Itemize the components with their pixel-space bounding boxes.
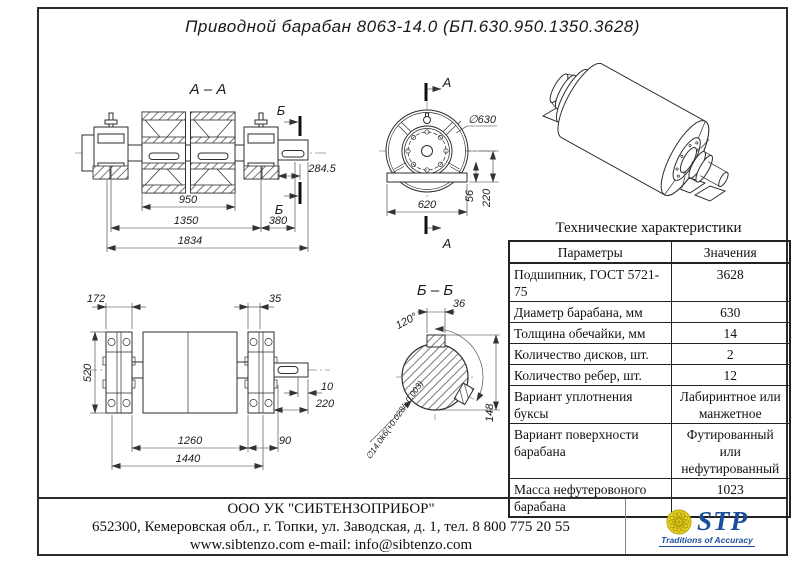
- spec-param: Количество дисков, шт.: [509, 344, 671, 365]
- dim-10: 10: [320, 381, 334, 393]
- spec-value: 12: [671, 365, 790, 386]
- dim-950: 950: [178, 194, 198, 206]
- table-row: [509, 344, 790, 365]
- section-cut-b-top: Б: [276, 103, 286, 118]
- spec-value: 1023: [671, 479, 790, 518]
- dim-172: 172: [86, 293, 106, 305]
- spec-param: Толщина обечайки, мм: [509, 323, 671, 344]
- footer-text: [37, 500, 625, 554]
- spec-param: Вариант поверхности барабана: [509, 424, 671, 479]
- spec-table: [508, 240, 791, 518]
- dim-1260: 1260: [177, 435, 203, 447]
- drawing-title: Приводной барабан 8063-14.0 (БП.630.950.1350.3628): [185, 17, 640, 36]
- table-row: [509, 323, 790, 344]
- spec-value: 14: [671, 323, 790, 344]
- section-cut-b-bottom: Б: [274, 202, 284, 217]
- company-name: ООО УК "СИБТЕНЗОПРИБОР": [227, 501, 435, 517]
- dim-284-5: 284.5: [308, 163, 336, 175]
- dim-220-end: 220: [481, 188, 493, 208]
- section-bb-view: [360, 278, 510, 498]
- dim-1350: 1350: [173, 215, 199, 227]
- spec-param: Подшипник, ГОСТ 5721-75: [509, 263, 671, 302]
- spec-param: Вариант уплотнения буксы: [509, 386, 671, 424]
- spec-param: Масса нефутеровоного барабана: [509, 479, 671, 518]
- table-row: [509, 263, 790, 302]
- spec-table-title: Технические характеристики: [555, 220, 742, 236]
- dim-120deg: 120°: [393, 310, 420, 332]
- dim-35: 35: [268, 293, 282, 305]
- dim-1834: 1834: [177, 235, 203, 247]
- spec-col-values: Значения: [671, 241, 790, 263]
- dim-148: 148: [484, 403, 496, 422]
- dim-220-plan: 220: [315, 398, 335, 410]
- dim-620: 620: [417, 199, 437, 211]
- company-address: 652300, Кемеровская обл., г. Топки, ул. Заводская, д. 1, тел. 8 800 775 20 55: [92, 519, 570, 535]
- plan-view: [30, 285, 345, 480]
- dim-shaft-dia: ∅14.0k6(+0.028/+0.003): [363, 378, 426, 462]
- logo-text: STP: [696, 506, 748, 536]
- isometric-view: [535, 56, 790, 216]
- spec-value: 2: [671, 344, 790, 365]
- table-row: [509, 424, 790, 479]
- spec-value: 630: [671, 302, 790, 323]
- company-logo: [626, 499, 788, 554]
- section-bb-label: Б – Б: [416, 282, 454, 299]
- table-row: [509, 302, 790, 323]
- dim-520: 520: [82, 363, 94, 383]
- company-web: www.sibtenzo.com e-mail: info@sibtenzo.com: [189, 537, 473, 553]
- dim-380: 380: [268, 215, 288, 227]
- spec-value: Футированный или нефутированный: [671, 424, 790, 479]
- dim-1440: 1440: [175, 453, 201, 465]
- section-aa-label: А – А: [189, 81, 227, 98]
- table-row: [509, 386, 790, 424]
- dim-56: 56: [464, 189, 476, 203]
- spec-col-params: Параметры: [509, 241, 671, 263]
- spec-value: 3628: [671, 263, 790, 302]
- logo-emblem-icon: [666, 509, 692, 535]
- table-row: [509, 365, 790, 386]
- logo-tagline: Traditions of Accuracy: [661, 535, 753, 545]
- section-cut-a-top: А: [442, 75, 452, 90]
- dim-36: 36: [452, 298, 466, 310]
- section-cut-a-bottom: А: [442, 236, 452, 251]
- end-view: [365, 58, 510, 268]
- spec-param: Диаметр барабана, мм: [509, 302, 671, 323]
- dim-90: 90: [278, 435, 292, 447]
- dim-dia630: ∅630: [468, 114, 496, 126]
- section-aa-view: [30, 58, 345, 258]
- spec-header-row: [509, 241, 790, 263]
- spec-param: Количество ребер, шт.: [509, 365, 671, 386]
- spec-value: Лабиринтное или манжетное: [671, 386, 790, 424]
